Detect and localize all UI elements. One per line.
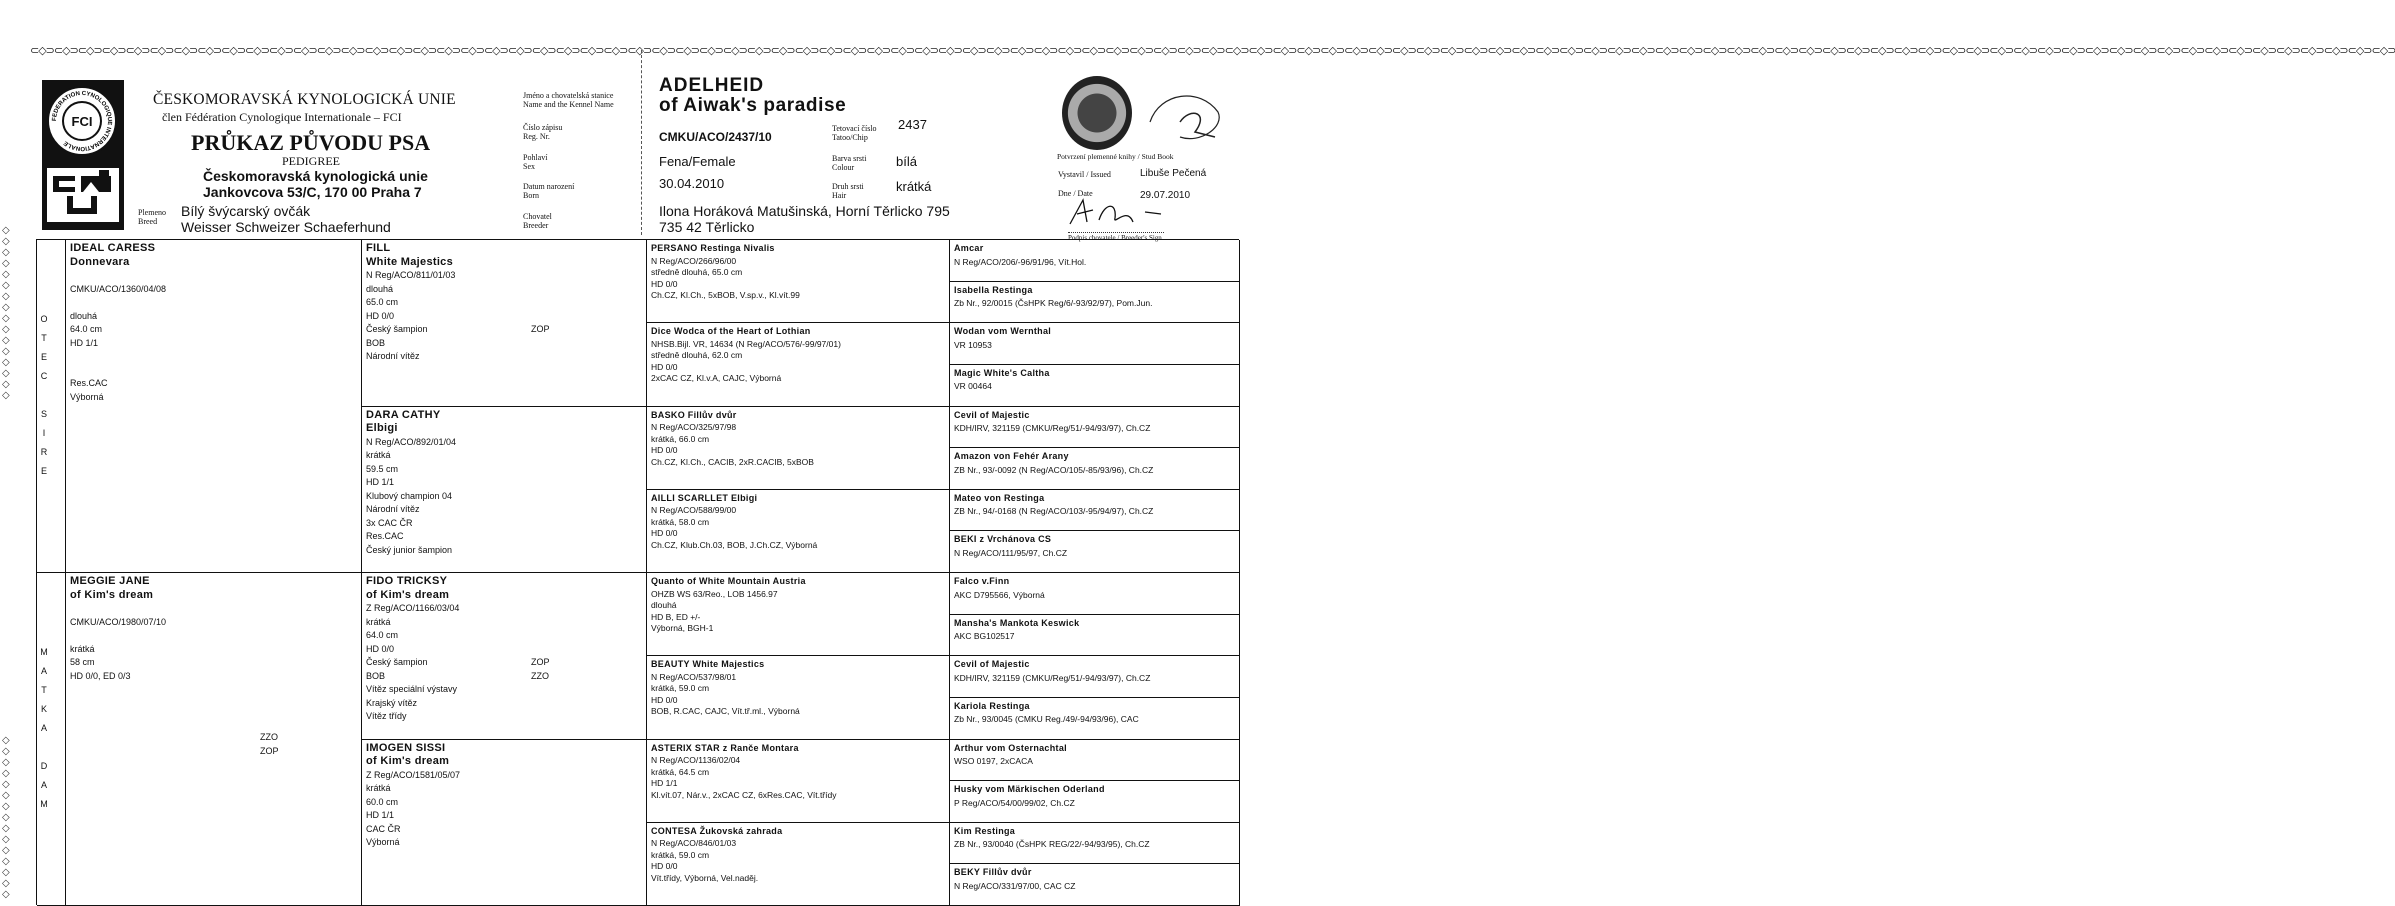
ancestor-detail: AKC BG102517 — [954, 630, 1235, 643]
great-grandparent-cell — [647, 407, 950, 490]
org-name: ČESKOMORAVSKÁ KYNOLOGICKÁ UNIE — [153, 91, 456, 109]
address-name: Českomoravská kynologická unie — [203, 168, 428, 184]
label-breeder: Chovatel Breeder — [523, 212, 552, 230]
studbook-stamp — [1062, 76, 1132, 150]
ancestor-detail: 64.0 cm — [70, 323, 357, 337]
ancestor-detail: Res.CAC — [70, 377, 357, 391]
ancestor-detail: HD 1/1 — [70, 337, 357, 351]
ancestor-name: Arthur vom Osternachtal — [954, 742, 1235, 756]
side-letter: M — [37, 795, 51, 814]
ancestor-name: BEKI z Vrchánova CS — [954, 533, 1235, 547]
ancestor-name: Kim Restinga — [954, 825, 1235, 839]
fold-line — [641, 50, 642, 235]
ancestor-detail: Krajský vítěz — [366, 697, 642, 711]
great-great-grandparent-cell — [950, 323, 1240, 365]
ancestor-detail: CMKU/ACO/1360/04/08 — [70, 283, 357, 297]
ancestor-detail: krátká, 59.0 cm — [651, 683, 945, 695]
ancestor-detail: 58 cm — [70, 656, 357, 670]
dog-reg: CMKU/ACO/2437/10 — [659, 130, 772, 144]
fci-logo-text: FCI — [72, 114, 93, 129]
ancestor-detail: Z Reg/ACO/1581/05/07 — [366, 769, 642, 783]
ancestor-detail: N Reg/ACO/537/98/01 — [651, 672, 945, 684]
ancestor-detail: krátká — [366, 449, 642, 463]
grandparent-cell — [362, 740, 647, 906]
ancestor-detail — [70, 350, 357, 364]
grandparent-cell — [362, 240, 647, 407]
ancestor-detail: ZB Nr., 93/-0092 (N Reg/ACO/105/-85/93/96), Ch.CZ — [954, 464, 1235, 477]
side-label-sire — [37, 240, 66, 573]
left-chain-border-bottom: ◇◇◇◇◇◇◇◇◇◇◇◇◇◇◇ — [2, 735, 12, 900]
side-letter: R — [37, 443, 51, 462]
ancestor-name: PERSANO Restinga Nivalis — [651, 242, 945, 256]
ancestor-detail: HD B, ED +/- — [651, 612, 945, 624]
great-great-grandparent-cell — [950, 365, 1240, 407]
ancestor-detail: 60.0 cm — [366, 796, 642, 810]
dog-breeder-2: 735 42 Těrlicko — [659, 219, 754, 235]
ancestor-kennel: Donnevara — [70, 256, 357, 270]
dog-kennel: of Aiwak's paradise — [659, 95, 846, 117]
dam-cell — [66, 573, 362, 906]
side-letter: T — [37, 681, 51, 700]
ancestor-mark: ZZO — [531, 670, 549, 684]
ancestor-detail — [70, 602, 357, 616]
side-letter: C — [37, 367, 51, 386]
ancestor-detail: HD 0/0 — [651, 362, 945, 374]
ancestor-detail: HD 1/1 — [651, 778, 945, 790]
dog-hair: krátká — [896, 179, 931, 194]
ancestor-detail: krátká — [366, 782, 642, 796]
ancestor-detail: HD 1/1 — [366, 809, 642, 823]
breed-value-en: Weisser Schweizer Schaeferhund — [181, 219, 391, 235]
ancestor-detail: BOB, R.CAC, CAJC, Vít.tř.ml., Výborná — [651, 706, 945, 718]
ancestor-detail: Z Reg/ACO/1166/03/04 — [366, 602, 642, 616]
great-great-grandparent-cell — [950, 531, 1240, 573]
great-grandparent-cell — [647, 323, 950, 406]
dog-dob: 30.04.2010 — [659, 176, 724, 191]
ancestor-detail: N Reg/ACO/846/01/03 — [651, 838, 945, 850]
ancestor-name: Cevil of Majestic — [954, 658, 1235, 672]
great-great-grandparent-cell — [950, 740, 1240, 782]
ancestor-name: FILL — [366, 242, 642, 256]
ancestor-detail: Výborná, BGH-1 — [651, 623, 945, 635]
side-letter: T — [37, 329, 51, 348]
ancestor-detail: Národní vítěz — [366, 350, 642, 364]
ancestor-name: Amcar — [954, 242, 1235, 256]
page-subtitle: PEDIGREE — [282, 154, 340, 169]
ancestor-detail: krátká, 66.0 cm — [651, 434, 945, 446]
ancestor-mark: ZOP — [531, 323, 550, 337]
ancestor-name: Amazon von Fehér Arany — [954, 450, 1235, 464]
ancestor-detail: VR 10953 — [954, 339, 1235, 352]
ancestor-detail: HD 0/0 — [651, 279, 945, 291]
ancestor-detail: KDH/IRV, 321159 (CMKU/Reg/51/-94/93/97), Ch.CZ — [954, 422, 1235, 435]
great-great-grandparent-cell — [950, 448, 1240, 490]
great-great-grandparent-cell — [950, 615, 1240, 657]
side-letter: A — [37, 776, 51, 795]
ancestor-detail: Zb Nr., 92/0015 (ČsHPK Reg/6/-93/92/97), Pom.Jun. — [954, 297, 1235, 310]
ancestor-detail: 65.0 cm — [366, 296, 642, 310]
issue-date: 29.07.2010 — [1140, 190, 1190, 201]
ancestor-detail: Český šampion ZOP — [366, 323, 642, 337]
side-letter: O — [37, 310, 51, 329]
label-name: Jméno a chovatelská stanice Name and the Kennel Name — [523, 91, 614, 109]
ancestor-detail: HD 0/0 — [366, 310, 642, 324]
side-letter: A — [37, 719, 51, 738]
org-member: člen Fédération Cynologique Internationale – FCI — [162, 110, 402, 125]
ancestor-detail: Ch.CZ, Kl.Ch., 5xBOB, V.sp.v., Kl.vít.99 — [651, 290, 945, 302]
ancestor-name: MEGGIE JANE — [70, 575, 357, 589]
ancestor-name: Husky vom Märkischen Oderland — [954, 783, 1235, 797]
great-great-grandparent-cell — [950, 698, 1240, 740]
ancestor-detail: 3x CAC ČR — [366, 517, 642, 531]
ancestor-name: BEAUTY White Majestics — [651, 658, 945, 672]
ancestor-detail: HD 1/1 — [366, 476, 642, 490]
label-reg: Číslo zápisu Reg. Nr. — [523, 123, 562, 141]
ancestor-name: Dice Wodca of the Heart of Lothian — [651, 325, 945, 339]
ancestor-name: Mateo von Restinga — [954, 492, 1235, 506]
ancestor-detail: dlouhá — [651, 600, 945, 612]
dog-breeder-1: Ilona Horáková Matušinská, Horní Těrlicko 795 — [659, 203, 950, 219]
ancestor-marks — [260, 731, 357, 758]
ancestor-kennel: of Kim's dream — [366, 755, 642, 769]
ancestor-detail: Ch.CZ, Kl.Ch., CACIB, 2xR.CACIB, 5xBOB — [651, 457, 945, 469]
ancestor-detail: N Reg/ACO/206/-96/91/96, Vít.Hol. — [954, 256, 1235, 269]
great-grandparent-cell — [647, 823, 950, 906]
label-sex: Pohlaví Sex — [523, 153, 547, 171]
ancestor-detail: ZB Nr., 93/0040 (ČsHPK REG/22/-94/93/95), Ch.CZ — [954, 838, 1235, 851]
breed-label: Plemeno Breed — [138, 208, 166, 226]
great-great-grandparent-cell — [950, 490, 1240, 532]
ancestor-detail: ZB Nr., 94/-0168 (N Reg/ACO/103/-95/94/97), Ch.CZ — [954, 505, 1235, 518]
ancestor-detail: HD 0/0 — [651, 695, 945, 707]
ancestor-kennel: White Majestics — [366, 256, 642, 270]
great-great-grandparent-cell — [950, 864, 1240, 906]
issued-label: Vystavil / Issued — [1058, 170, 1111, 179]
sire-cell — [66, 240, 362, 573]
grandparent-cell — [362, 573, 647, 740]
signature-icon — [1140, 82, 1230, 152]
side-letter — [37, 738, 51, 757]
great-grandparent-cell — [647, 573, 950, 656]
dog-colour: bílá — [896, 154, 917, 169]
ancestor-mark: ZOP — [260, 745, 357, 759]
left-chain-border-top: ◇◇◇◇◇◇◇◇◇◇◇◇◇◇◇◇ — [2, 225, 12, 395]
ancestor-name: Isabella Restinga — [954, 284, 1235, 298]
logo-panel — [42, 80, 124, 230]
ancestor-detail — [70, 269, 357, 283]
side-letter: E — [37, 348, 51, 367]
label-hair: Druh srsti Hair — [832, 182, 864, 200]
ancestor-detail: HD 0/0 — [651, 445, 945, 457]
ancestor-detail: N Reg/ACO/892/01/04 — [366, 436, 642, 450]
great-great-grandparent-cell — [950, 240, 1240, 282]
fci-logo — [47, 86, 117, 156]
great-great-grandparent-cell — [950, 407, 1240, 449]
great-grandparent-cell — [647, 490, 950, 573]
ancestor-detail: VR 00464 — [954, 380, 1235, 393]
ancestor-detail: HD 0/0 — [651, 861, 945, 873]
side-letter: I — [37, 424, 51, 443]
ancestor-detail: Ch.CZ, Klub.Ch.03, BOB, J.Ch.CZ, Výborná — [651, 540, 945, 552]
grandparent-cell — [362, 407, 647, 574]
label-colour: Barva srsti Colour — [832, 154, 866, 172]
great-great-grandparent-cell — [950, 282, 1240, 324]
ancestor-detail: N Reg/ACO/266/96/00 — [651, 256, 945, 268]
ancestor-detail: Výborná — [366, 836, 642, 850]
label-tattoo: Tetovací číslo Tatoo/Chip — [832, 124, 877, 142]
side-letter: S — [37, 405, 51, 424]
side-letter: E — [37, 462, 51, 481]
dog-sex: Fena/Female — [659, 154, 736, 169]
ancestor-mark: ZZO — [260, 731, 357, 745]
ancestor-detail: Národní vítěz — [366, 503, 642, 517]
great-grandparent-cell — [647, 656, 950, 739]
top-chain-border: ⊂◇⊃⊂◇⊃⊂◇⊃⊂◇⊃⊂◇⊃⊂◇⊃⊂◇⊃⊂◇⊃⊂◇⊃⊂◇⊃⊂◇⊃⊂◇⊃⊂◇⊃⊂◇⊃⊂◇⊃⊂◇⊃⊂◇⊃⊂◇⊃⊂◇⊃⊂◇⊃⊂◇⊃⊂◇⊃⊂◇⊃⊂◇⊃⊂◇⊃⊂◇⊃⊂◇⊃⊂◇⊃⊂◇⊃⊂◇⊃⊂◇⊃⊂◇⊃⊂◇⊃⊂◇⊃⊂◇⊃⊂◇⊃⊂◇⊃⊂◇⊃⊂◇⊃⊂◇⊃⊂◇⊃⊂◇⊃⊂◇⊃⊂◇⊃⊂◇⊃⊂◇⊃⊂◇⊃⊂◇⊃⊂◇⊃⊂◇⊃⊂◇⊃⊂◇⊃⊂◇⊃⊂◇⊃⊂◇⊃⊂◇⊃⊂◇⊃⊂◇⊃⊂◇⊃⊂◇⊃⊂◇⊃⊂◇⊃⊂◇⊃⊂◇⊃⊂◇⊃⊂◇⊃⊂◇⊃⊂◇⊃⊂◇⊃⊂◇⊃⊂◇⊃⊂◇⊃⊂◇⊃⊂◇⊃⊂◇⊃⊂◇⊃⊂◇⊃⊂◇⊃⊂◇⊃⊂◇⊃⊂◇⊃⊂◇⊃⊂◇⊃⊂◇⊃⊂◇⊃⊂◇⊃⊂◇⊃⊂◇⊃⊂◇⊃⊂◇⊃⊂◇⊃⊂◇⊃⊂◇⊃⊂◇⊃⊂◇⊃⊂◇⊃⊂◇⊃⊂◇⊃⊂◇⊃ — [30, 44, 1235, 58]
ancestor-detail: 64.0 cm — [366, 629, 642, 643]
ancestor-detail: Vítěz třídy — [366, 710, 642, 724]
ancestor-detail: BOB — [366, 337, 642, 351]
great-great-grandparent-cell — [950, 573, 1240, 615]
address: Jankovcova 53/C, 170 00 Praha 7 — [203, 184, 422, 200]
ancestor-name: BASKO Fillův dvůr — [651, 409, 945, 423]
ancestor-detail: 2xCAC CZ, Kl.v.A, CAJC, Výborná — [651, 373, 945, 385]
ancestor-mark: ZOP — [531, 656, 550, 670]
side-letter: D — [37, 757, 51, 776]
fci-ring-text: FEDERATION CYNOLOGIQUE INTERNATIONALE — [52, 91, 112, 151]
ancestor-name: Quanto of White Mountain Austria — [651, 575, 945, 589]
ancestor-detail: P Reg/ACO/54/00/99/02, Ch.CZ — [954, 797, 1235, 810]
ancestor-kennel: of Kim's dream — [366, 589, 642, 603]
ancestor-name: BEKY Fillův dvůr — [954, 866, 1235, 880]
date-label: Dne / Date — [1058, 189, 1093, 198]
ancestor-detail: OHZB WS 63/Reo., LOB 1456.97 — [651, 589, 945, 601]
cmku-logo — [47, 168, 119, 222]
ancestor-detail: N Reg/ACO/811/01/03 — [366, 269, 642, 283]
ancestor-detail: 59.5 cm — [366, 463, 642, 477]
great-grandparent-cell — [647, 740, 950, 823]
ancestor-detail: BOB ZZO — [366, 670, 642, 684]
ancestor-name: IDEAL CARESS — [70, 242, 357, 256]
great-great-grandparent-cell — [950, 656, 1240, 698]
ancestor-detail: Klubový champion 04 — [366, 490, 642, 504]
stamp-confirm: Potvrzení plemenné knihy / Stud Book — [1057, 152, 1173, 161]
side-letter: A — [37, 662, 51, 681]
ancestor-detail: CMKU/ACO/1980/07/10 — [70, 616, 357, 630]
ancestor-detail: N Reg/ACO/331/97/00, CAC CZ — [954, 880, 1235, 893]
great-great-grandparent-cell — [950, 823, 1240, 865]
side-letter: M — [37, 643, 51, 662]
ancestor-detail: Res.CAC — [366, 530, 642, 544]
ancestor-detail: AKC D795566, Výborná — [954, 589, 1235, 602]
ancestor-detail: středně dlouhá, 62.0 cm — [651, 350, 945, 362]
label-dob: Datum narození Born — [523, 182, 574, 200]
ancestor-detail: CAC ČR — [366, 823, 642, 837]
ancestor-name: AILLI SCARLLET Elbigi — [651, 492, 945, 506]
ancestor-detail — [70, 364, 357, 378]
breeder-signature-icon — [1065, 196, 1175, 230]
ancestor-name: Magic White's Caltha — [954, 367, 1235, 381]
side-label-dam — [37, 573, 66, 906]
ancestor-detail: N Reg/ACO/325/97/98 — [651, 422, 945, 434]
ancestor-name: CONTESA Žukovská zahrada — [651, 825, 945, 839]
breed-value-cz: Bílý švýcarský ovčák — [181, 203, 310, 219]
ancestor-name: DARA CATHY — [366, 409, 642, 423]
ancestor-detail: krátká, 59.0 cm — [651, 850, 945, 862]
ancestor-detail: KDH/IRV, 321159 (CMKU/Reg/51/-94/93/97), Ch.CZ — [954, 672, 1235, 685]
ancestor-detail: Kl.vít.07, Nár.v., 2xCAC CZ, 6xRes.CAC, Vít.třídy — [651, 790, 945, 802]
great-great-grandparent-cell — [950, 781, 1240, 823]
ancestor-detail — [70, 629, 357, 643]
dog-name: ADELHEID — [659, 75, 764, 97]
ancestor-detail: Zb Nr., 93/0045 (CMKU Reg./49/-94/93/96), CAC — [954, 713, 1235, 726]
ancestor-detail: N Reg/ACO/111/95/97, Ch.CZ — [954, 547, 1235, 560]
side-letter: K — [37, 700, 51, 719]
ancestor-name: IMOGEN SISSI — [366, 742, 642, 756]
ancestor-kennel: Elbigi — [366, 422, 642, 436]
ancestor-detail: Výborná — [70, 391, 357, 405]
ancestor-detail: krátká — [366, 616, 642, 630]
page-title: PRŮKAZ PŮVODU PSA — [191, 130, 430, 156]
ancestor-detail: N Reg/ACO/1136/02/04 — [651, 755, 945, 767]
ancestor-detail: Vítěz speciální výstavy — [366, 683, 642, 697]
ancestor-name: Falco v.Finn — [954, 575, 1235, 589]
dog-tattoo: 2437 — [898, 117, 927, 132]
issued-by: Libuše Pečená — [1140, 168, 1206, 179]
ancestor-name: Wodan vom Wernthal — [954, 325, 1235, 339]
ancestor-name: Mansha's Mankota Keswick — [954, 617, 1235, 631]
ancestor-detail — [70, 296, 357, 310]
ancestor-detail: Český šampion ZOP — [366, 656, 642, 670]
ancestor-detail: krátká, 64.5 cm — [651, 767, 945, 779]
breeder-sign-label: Podpis chovatele / Breeder's Sign. — [1068, 232, 1164, 242]
ancestor-detail: dlouhá — [70, 310, 357, 324]
ancestor-name: Cevil of Majestic — [954, 409, 1235, 423]
ancestor-detail: HD 0/0 — [651, 528, 945, 540]
ancestor-detail: středně dlouhá, 65.0 cm — [651, 267, 945, 279]
ancestor-detail: Český junior šampion — [366, 544, 642, 558]
great-grandparent-cell — [647, 240, 950, 323]
ancestor-detail: WSO 0197, 2xCACA — [954, 755, 1235, 768]
pedigree-table — [36, 239, 1239, 905]
ancestor-detail: NHSB.Bijl. VR, 14634 (N Reg/ACO/576/-99/97/01) — [651, 339, 945, 351]
ancestor-kennel: of Kim's dream — [70, 589, 357, 603]
ancestor-detail: dlouhá — [366, 283, 642, 297]
ancestor-name: Kariola Restinga — [954, 700, 1235, 714]
ancestor-name: ASTERIX STAR z Ranče Montara — [651, 742, 945, 756]
ancestor-detail: Vít.třídy, Výborná, Vel.naděj. — [651, 873, 945, 885]
ancestor-detail: HD 0/0, ED 0/3 — [70, 670, 357, 684]
ancestor-detail: krátká, 58.0 cm — [651, 517, 945, 529]
ancestor-detail: HD 0/0 — [366, 643, 642, 657]
side-letter — [37, 386, 51, 405]
ancestor-detail: N Reg/ACO/588/99/00 — [651, 505, 945, 517]
ancestor-detail: krátká — [70, 643, 357, 657]
ancestor-name: FIDO TRICKSY — [366, 575, 642, 589]
